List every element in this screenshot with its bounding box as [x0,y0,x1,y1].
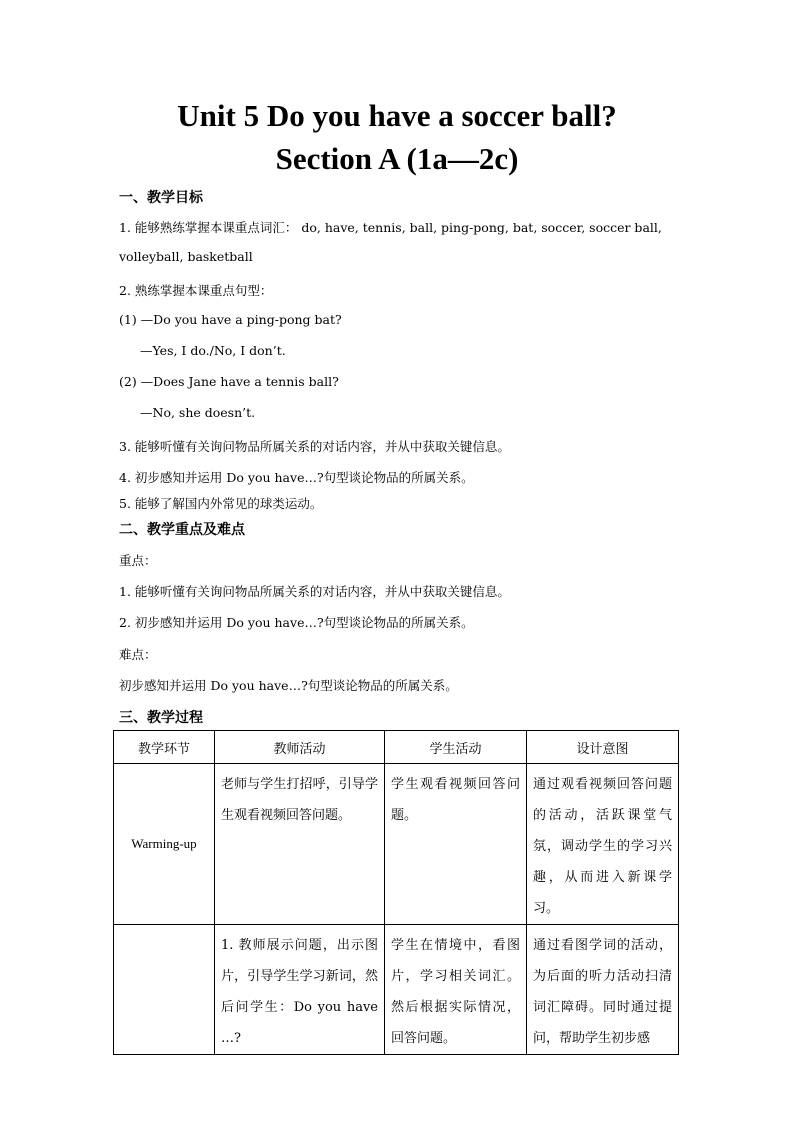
objective-4: 4. 初步感知并运用 Do you have…?句型谈论物品的所属关系。 [119,470,474,485]
sentence-question-1: (1) —Do you have a ping-pong bat? [119,312,342,327]
table-header-row [114,731,679,764]
header-stage: 教学环节 [114,731,215,764]
objective-2: 2. 熟练掌握本课重点句型： [119,283,273,298]
key-point-1: 1. 能够听懂有关询问物品所属关系的对话内容，并从中获取关键信息。 [119,584,510,599]
header-student-activity: 学生活动 [385,731,527,764]
heading-teaching-objectives: 一、教学目标 [119,190,203,206]
design-intent-cell: 通过看图学词的活动，为后面的听力活动扫清词汇障碍。同时通过提问，帮助学生初步感 [527,925,679,1055]
objective-1-line-2: volleyball, basketball [119,249,253,264]
teacher-activity-cell: 1. 教师展示问题，出示图片，引导学生学习新词，然后问学生：Do you have …? [215,925,385,1055]
header-teacher-activity: 教师活动 [215,731,385,764]
objective-3: 3. 能够听懂有关询问物品所属关系的对话内容，并从中获取关键信息。 [119,439,510,454]
stage-cell [114,925,215,1055]
student-activity-cell: 学生观看视频回答问题。 [385,764,527,925]
key-points-label: 重点： [119,553,157,568]
objective-5: 5. 能够了解国内外常见的球类运动。 [119,496,323,511]
difficulty-label: 难点： [119,647,157,662]
teaching-process-table [113,730,679,1055]
design-intent-cell: 通过观看视频回答问题的活动，活跃课堂气氛，调动学生的学习兴趣，从而进入新课学习。 [527,764,679,925]
section-title: Section A (1a—2c) [275,141,519,176]
stage-cell: Warming-up [114,764,215,925]
header-design-intent: 设计意图 [527,731,679,764]
student-activity-cell: 学生在情境中，看图片，学习相关词汇。然后根据实际情况，回答问题。 [385,925,527,1055]
difficulty-1: 初步感知并运用 Do you have…?句型谈论物品的所属关系。 [119,678,458,693]
sentence-answer-2: —No, she doesn’t. [140,405,256,420]
table-row [114,925,679,1055]
heading-key-points: 二、教学重点及难点 [119,522,245,538]
table-row [114,764,679,925]
key-point-2: 2. 初步感知并运用 Do you have…?句型谈论物品的所属关系。 [119,615,474,630]
unit-title: Unit 5 Do you have a soccer ball? [177,98,617,133]
objective-1-line-1: 1. 能够熟练掌握本课重点词汇： do, have, tennis, ball, ping-pong, bat, soccer, soccer ball, [119,220,662,235]
heading-teaching-process: 三、教学过程 [119,710,203,726]
sentence-answer-1: —Yes, I do./No, I don’t. [140,343,286,358]
sentence-question-2: (2) —Does Jane have a tennis ball? [119,374,339,389]
teacher-activity-cell: 老师与学生打招呼，引导学生观看视频回答问题。 [215,764,385,925]
